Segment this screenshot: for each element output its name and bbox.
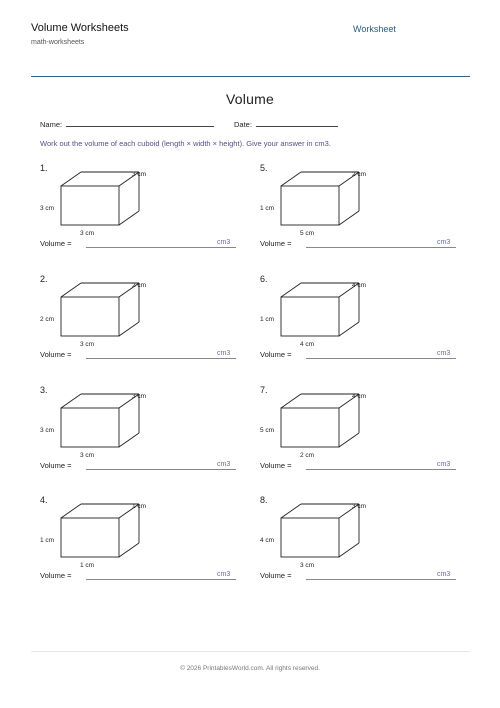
problem-8 [260,495,460,595]
answer-line[interactable] [306,247,456,248]
problem-2 [40,274,240,374]
answer-label: Volume = [40,461,72,470]
worksheet-title: Volume [226,91,274,107]
width-label: 3 cm [132,393,147,400]
width-label: 4 cm [352,282,367,289]
length-label: 5 cm [300,230,315,237]
height-label: 4 cm [260,537,275,544]
date-line[interactable] [256,118,338,127]
width-label: 2 cm [132,282,147,289]
answer-row [260,239,460,248]
width-label: 3 cm [352,503,367,510]
footer-divider [31,651,470,652]
answer-unit: cm3 [217,350,231,357]
answer-unit: cm3 [437,461,451,468]
answer-line[interactable] [306,469,456,470]
problem-7 [260,385,460,485]
length-label: 3 cm [80,452,95,459]
height-label: 1 cm [260,205,275,212]
problem-1 [40,163,240,263]
answer-row [40,239,240,248]
date-field[interactable] [234,118,338,129]
problem-3 [40,385,240,485]
worksheet-link[interactable]: Worksheet [353,24,396,34]
answer-label: Volume = [40,571,72,580]
width-label: 1 cm [132,503,147,510]
problem-4 [40,495,240,595]
answer-line[interactable] [86,358,236,359]
answer-label: Volume = [260,571,292,580]
name-line[interactable] [66,118,214,127]
site-subtitle: math-worksheets [31,39,85,46]
answer-label: Volume = [40,350,72,359]
answer-row [40,571,240,580]
width-label: 2 cm [352,171,367,178]
site-title: Volume Worksheets [31,22,129,34]
problem-number: 4. [40,495,48,505]
answer-label: Volume = [40,239,72,248]
answer-line[interactable] [306,579,456,580]
problem-number: 5. [260,163,268,173]
problem-number: 8. [260,495,268,505]
height-label: 5 cm [260,427,275,434]
height-label: 2 cm [40,316,55,323]
answer-line[interactable] [86,469,236,470]
problem-number: 2. [40,274,48,284]
name-label: Name: [40,120,63,129]
answer-row [260,571,460,580]
answer-label: Volume = [260,350,292,359]
answer-row [40,350,240,359]
problem-number: 7. [260,385,268,395]
answer-row [260,350,460,359]
answer-unit: cm3 [437,239,451,246]
problem-number: 6. [260,274,268,284]
answer-label: Volume = [260,239,292,248]
problem-5 [260,163,460,263]
header-divider [31,76,470,77]
length-label: 3 cm [80,230,95,237]
height-label: 3 cm [40,205,55,212]
answer-line[interactable] [86,579,236,580]
answer-unit: cm3 [217,571,231,578]
answer-row [260,461,460,470]
height-label: 1 cm [40,537,55,544]
answer-line[interactable] [86,247,236,248]
answer-row [40,461,240,470]
answer-unit: cm3 [217,461,231,468]
answer-unit: cm3 [437,571,451,578]
length-label: 1 cm [80,562,95,569]
name-field[interactable] [40,118,214,129]
height-label: 3 cm [40,427,55,434]
length-label: 3 cm [300,562,315,569]
problem-number: 1. [40,163,48,173]
width-label: 4 cm [352,393,367,400]
answer-line[interactable] [306,358,456,359]
length-label: 2 cm [300,452,315,459]
width-label: 3 cm [132,171,147,178]
height-label: 1 cm [260,316,275,323]
footer-copyright: © 2026 PrintablesWorld.com. All rights reserved. [180,665,320,672]
length-label: 3 cm [80,341,95,348]
answer-label: Volume = [260,461,292,470]
date-label: Date: [234,120,252,129]
answer-unit: cm3 [217,239,231,246]
length-label: 4 cm [300,341,315,348]
answer-unit: cm3 [437,350,451,357]
problem-number: 3. [40,385,48,395]
problem-6 [260,274,460,374]
instructions: Work out the volume of each cuboid (length × width × height). Give your answer in cm3. [40,139,331,148]
